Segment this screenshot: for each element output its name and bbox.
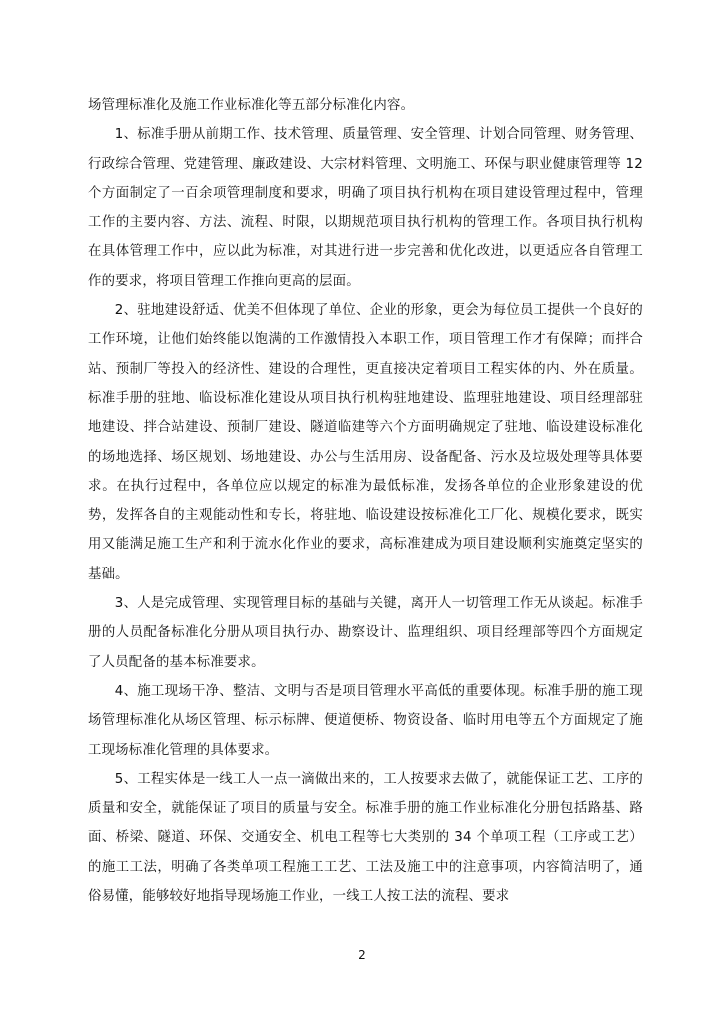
paragraph-item-5: 5、工程实体是一线工人一点一滴做出来的，工人按要求去做了，就能保证工艺、工序的质量和安全，就能保证了项目的质量与安全。标准手册的施工作业标准化分册包括路基、路面、桥梁、隧道、环保、交通安全、机电工程等七大类别的 34 个单项工程（工序或工艺）的施工工法，明确了各类单项工程施工工艺、工法及施工中的注意事项，内容简洁明了，通俗易懂，能够较好地指导现场施工作业，一线工人按工法的流程、要求 xyxy=(88,771,643,905)
paragraph-item-1: 1、标准手册从前期工作、技术管理、质量管理、安全管理、计划合同管理、财务管理、行政综合管理、党建管理、廉政建设、大宗材料管理、文明施工、环保与职业健康管理等 12 个方面制定了一百余项管理制度和要求，明确了项目执行机构在项目建设管理过程中，管理工作的主要内容、方法、流程、时限，以期规范项目执行机构的管理工作。各项目执行机构在具体管理工作中，应以此为标准，对其进行进一步完善和优化改进，以更适应各自管理工作的要求，将项目管理工作推向更高的层面。 xyxy=(88,127,643,289)
paragraph-continuation: 场管理标准化及施工作业标准化等五部分标准化内容。 xyxy=(88,98,415,113)
page-number: 2 xyxy=(358,948,366,962)
document-page xyxy=(88,91,643,911)
paragraph-item-2: 2、驻地建设舒适、优美不但体现了单位、企业的形象，更会为每位员工提供一个良好的工作环境，让他们始终能以饱满的工作激情投入本职工作，项目管理工作才有保障；而拌合站、预制厂等投入的经济性、建设的合理性，更直接决定着项目工程实体的内、外在质量。标准手册的驻地、临设标准化建设从项目执行机构驻地建设、监理驻地建设、项目经理部驻地建设、拌合站建设、预制厂建设、隧道临建等六个方面明确规定了驻地、临设建设标准化的场地选择、场区规划、场地建设、办公与生活用房、设备配备、污水及垃圾处理等具体要求。在执行过程中，各单位应以规定的标准为最低标准，发扬各单位的企业形象建设的优势，发挥各自的主观能动性和专长，将驻地、临设建设按标准化工厂化、规模化要求，既实用又能满足施工生产和利于流水化作业的要求，高标准建成为项目建设顺利实施奠定坚实的基础。 xyxy=(88,303,643,582)
paragraph-item-3: 3、人是完成管理、实现管理目标的基础与关键，离开人一切管理工作无从谈起。标准手册的人员配备标准化分册从项目执行办、勘察设计、监理组织、项目经理部等四个方面规定了人员配备的基本标准要求。 xyxy=(88,596,643,670)
paragraph-item-4: 4、施工现场干净、整洁、文明与否是项目管理水平高低的重要体现。标准手册的施工现场管理标准化从场区管理、标示标牌、便道便桥、物资设备、临时用电等五个方面规定了施工现场标准化管理的具体要求。 xyxy=(88,683,643,758)
